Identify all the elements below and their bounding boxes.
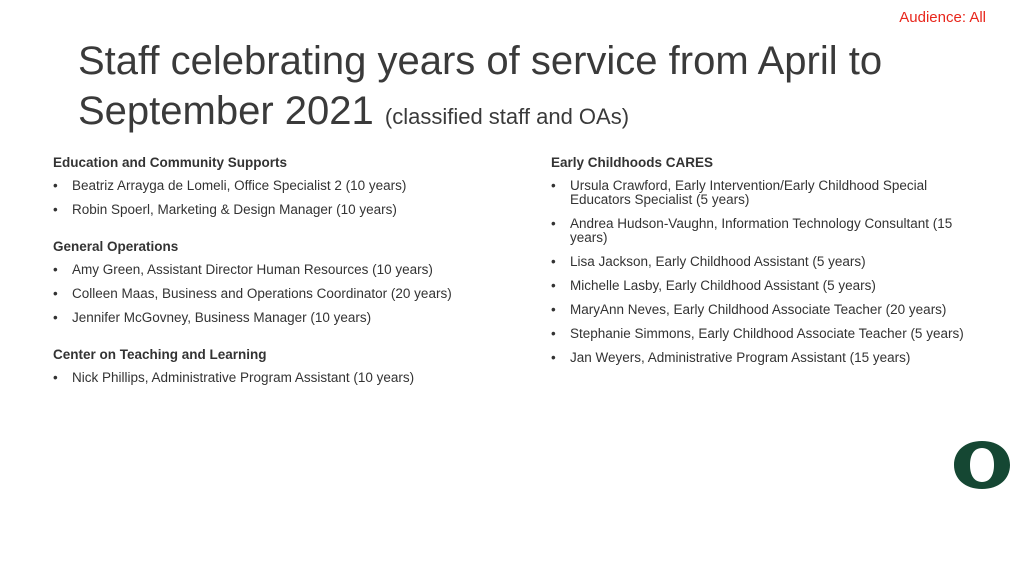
group-heading: Education and Community Supports [53, 155, 288, 170]
staff-item [53, 179, 473, 193]
title-subtitle: (classified staff and OAs) [384, 104, 630, 129]
page-title [78, 36, 978, 142]
bullet-icon: • [53, 262, 58, 277]
bullet-icon: • [551, 278, 556, 293]
right-column [551, 155, 976, 387]
staff-item [551, 351, 976, 365]
audience-label: Audience: All [899, 9, 986, 26]
staff-item [551, 217, 976, 245]
left-column [53, 155, 473, 407]
bullet-icon: • [551, 178, 556, 193]
group-center-teaching-learning [53, 347, 473, 385]
bullet-icon: • [551, 216, 556, 231]
staff-text: Jan Weyers, Administrative Program Assistant (15 years) [570, 350, 911, 365]
staff-item [53, 287, 473, 301]
group-general-operations [53, 239, 473, 325]
staff-text: Ursula Crawford, Early Intervention/Early Childhood Special Educators Specialist (5 years) [570, 178, 928, 207]
bullet-icon: • [53, 310, 58, 325]
staff-text: Michelle Lasby, Early Childhood Assistant (5 years) [570, 278, 876, 293]
bullet-icon: • [551, 254, 556, 269]
group-heading: Early Childhoods CARES [551, 155, 714, 170]
staff-item [551, 255, 976, 269]
staff-item [53, 311, 473, 325]
o-logo [953, 440, 1011, 490]
staff-text: MaryAnn Neves, Early Childhood Associate Teacher (20 years) [570, 302, 947, 317]
staff-item [551, 303, 976, 317]
group-heading: Center on Teaching and Learning [53, 347, 267, 362]
staff-text: Nick Phillips, Administrative Program Assistant (10 years) [72, 370, 415, 385]
group-heading: General Operations [53, 239, 179, 254]
staff-list [53, 263, 473, 325]
bullet-icon: • [53, 370, 58, 385]
staff-text: Lisa Jackson, Early Childhood Assistant (5 years) [570, 254, 866, 269]
staff-list [53, 371, 473, 385]
staff-item [551, 327, 976, 341]
group-early-childhood-cares [551, 155, 976, 365]
staff-item [551, 179, 976, 207]
staff-list [53, 179, 473, 217]
staff-item [53, 263, 473, 277]
bullet-icon: • [53, 178, 58, 193]
staff-item [551, 279, 976, 293]
staff-item [53, 203, 473, 217]
staff-text: Beatriz Arrayga de Lomeli, Office Specialist 2 (10 years) [72, 178, 407, 193]
group-education-community-supports [53, 155, 473, 217]
title-main: Staff celebrating years of service from April to September 2021 [78, 39, 883, 133]
staff-text: Amy Green, Assistant Director Human Resources (10 years) [72, 262, 433, 277]
staff-item [53, 371, 473, 385]
bullet-icon: • [551, 302, 556, 317]
staff-text: Colleen Maas, Business and Operations Coordinator (20 years) [72, 286, 452, 301]
staff-list [551, 179, 976, 365]
o-logo-shape [954, 441, 1010, 489]
staff-text: Andrea Hudson-Vaughn, Information Technology Consultant (15 years) [570, 216, 953, 245]
staff-text: Jennifer McGovney, Business Manager (10 years) [72, 310, 372, 325]
bullet-icon: • [53, 286, 58, 301]
bullet-icon: • [551, 350, 556, 365]
bullet-icon: • [53, 202, 58, 217]
staff-text: Robin Spoerl, Marketing & Design Manager (10 years) [72, 202, 397, 217]
bullet-icon: • [551, 326, 556, 341]
staff-text: Stephanie Simmons, Early Childhood Associate Teacher (5 years) [570, 326, 964, 341]
